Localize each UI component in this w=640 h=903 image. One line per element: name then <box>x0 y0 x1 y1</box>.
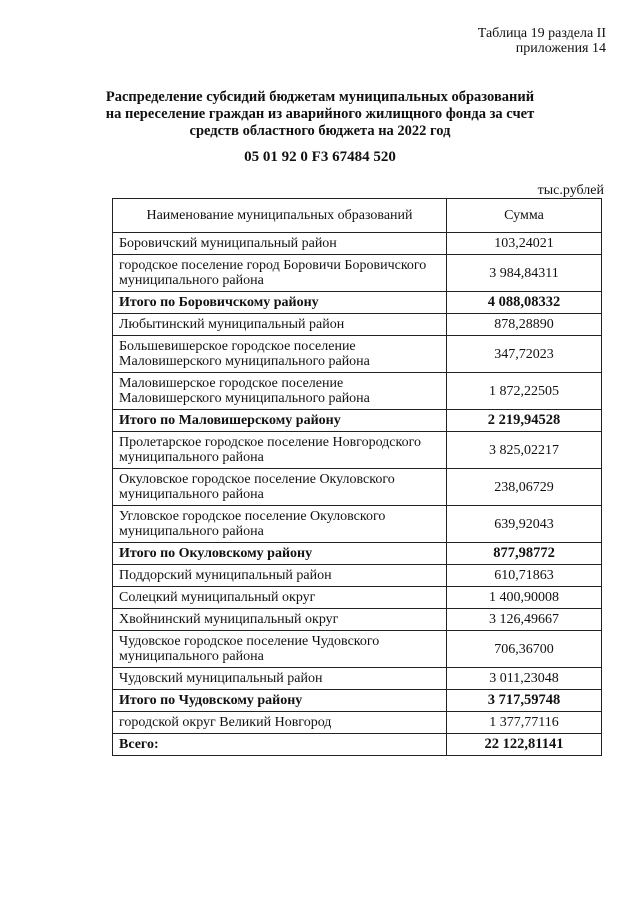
table-reference-line2: приложения 14 <box>515 41 606 56</box>
table-row <box>113 712 602 734</box>
table-row <box>113 506 602 543</box>
row-sum: 103,24021 <box>447 233 602 255</box>
row-name: Окуловское городское поселение Окуловского муниципального района <box>113 469 447 506</box>
row-name: Боровичский муниципальный район <box>113 233 447 255</box>
row-sum: 1 872,22505 <box>447 373 602 410</box>
row-sum: 878,28890 <box>447 314 602 336</box>
row-sum: 639,92043 <box>447 506 602 543</box>
row-sum: 1 400,90008 <box>447 587 602 609</box>
row-name: Солецкий муниципальный округ <box>113 587 447 609</box>
row-name: Чудовский муниципальный район <box>113 668 447 690</box>
row-name: Угловское городское поселение Окуловского муниципального района <box>113 506 447 543</box>
row-sum: 3 984,84311 <box>447 255 602 292</box>
row-sum: 347,72023 <box>447 336 602 373</box>
title-line1: Распределение субсидий бюджетам муниципальных образований <box>105 89 535 105</box>
title-line2: на переселение граждан из аварийного жилищного фонда за счет <box>105 106 535 122</box>
column-header-sum: Сумма <box>447 199 602 233</box>
row-name: городской округ Великий Новгород <box>113 712 447 734</box>
row-sum: 1 377,77116 <box>447 712 602 734</box>
row-sum: 610,71863 <box>447 565 602 587</box>
row-sum: 3 126,49667 <box>447 609 602 631</box>
row-name: Чудовское городское поселение Чудовского муниципального района <box>113 631 447 668</box>
title-line3: средств областного бюджета на 2022 год <box>189 123 451 139</box>
row-sum: 4 088,08332 <box>447 292 602 314</box>
budget-code: 05 01 92 0 F3 67484 520 <box>244 149 396 165</box>
row-name: Поддорский муниципальный район <box>113 565 447 587</box>
row-name: Итого по Чудовскому району <box>113 690 447 712</box>
row-name: Итого по Маловишерскому району <box>113 410 447 432</box>
table-reference <box>478 26 606 56</box>
table-row <box>113 373 602 410</box>
row-name: Большевишерское городское поселение Маловишерского муниципального района <box>113 336 447 373</box>
grand-total-row <box>113 734 602 756</box>
row-name: Маловишерское городское поселение Маловишерского муниципального района <box>113 373 447 410</box>
row-name: Всего: <box>113 734 447 756</box>
row-name: городское поселение город Боровичи Боровичского муниципального района <box>113 255 447 292</box>
row-sum: 3 825,02217 <box>447 432 602 469</box>
table-row <box>113 432 602 469</box>
row-name: Пролетарское городское поселение Новгородского муниципального района <box>113 432 447 469</box>
table-row <box>113 336 602 373</box>
row-name: Любытинский муниципальный район <box>113 314 447 336</box>
row-sum: 3 011,23048 <box>447 668 602 690</box>
table-row <box>113 255 602 292</box>
subtotal-row <box>113 543 602 565</box>
row-sum: 238,06729 <box>447 469 602 506</box>
row-name: Итого по Боровичскому району <box>113 292 447 314</box>
row-sum: 3 717,59748 <box>447 690 602 712</box>
table-reference-line1: Таблица 19 раздела II <box>477 26 606 41</box>
table-row <box>113 314 602 336</box>
column-header-name: Наименование муниципальных образований <box>113 199 447 233</box>
table-row <box>113 565 602 587</box>
table-row <box>113 609 602 631</box>
document-title <box>0 89 640 140</box>
row-sum: 877,98772 <box>447 543 602 565</box>
row-name: Итого по Окуловскому району <box>113 543 447 565</box>
row-sum: 2 219,94528 <box>447 410 602 432</box>
table-row <box>113 233 602 255</box>
table-row <box>113 668 602 690</box>
table-row <box>113 587 602 609</box>
row-name: Хвойнинский муниципальный округ <box>113 609 447 631</box>
table-row <box>113 469 602 506</box>
row-sum: 706,36700 <box>447 631 602 668</box>
table-row <box>113 631 602 668</box>
units-label: тыс.рублей <box>537 183 604 198</box>
table-header-row <box>113 199 602 233</box>
subtotal-row <box>113 690 602 712</box>
subsidy-table <box>112 198 602 756</box>
subtotal-row <box>113 292 602 314</box>
subtotal-row <box>113 410 602 432</box>
row-sum: 22 122,81141 <box>447 734 602 756</box>
